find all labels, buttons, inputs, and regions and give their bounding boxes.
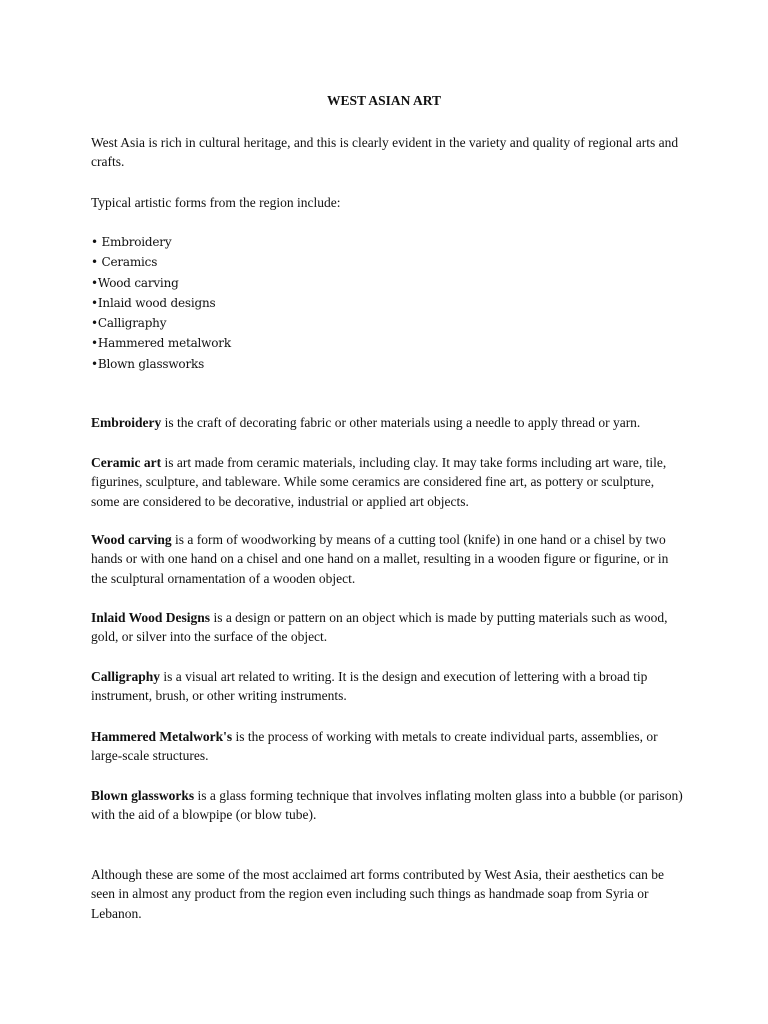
list-item: •Calligraphy <box>91 316 167 331</box>
definition-term: Blown glassworks <box>91 788 195 803</box>
list-item: •Blown glassworks <box>91 356 205 371</box>
definition-hammered-metalwork <box>91 727 683 766</box>
art-forms-list <box>91 232 683 374</box>
definition-text: is a glass forming technique that involves inflating molten glass into a bubble (or parison) with the aid of a blowpipe (or blow tube). <box>91 788 683 823</box>
definition-term: Embroidery <box>91 415 162 430</box>
definition-embroidery <box>91 413 683 432</box>
list-item: • Embroidery <box>91 235 172 249</box>
definition-text: is art made from ceramic materials, including clay. It may take forms including art ware, tile, figurines, sculpture, and tableware. While some ceramics are considered fine art, as pottery or sculpture, some are considered to be decorative, industrial or applied art objects. <box>91 455 667 509</box>
definition-wood-carving <box>91 530 683 588</box>
conclusion-paragraph: Although these are some of the most acclaimed art forms contributed by West Asia, their aesthetics can be seen in almost any product from the region even including such things as handmade soap from Syria or Lebanon. <box>91 867 664 921</box>
page-title: WEST ASIAN ART <box>326 93 442 108</box>
definition-text: is the process of working with metals to create individual parts, assemblies, or large-scale structures. <box>91 729 658 764</box>
list-item: •Wood carving <box>91 275 179 290</box>
definition-blown-glassworks <box>91 786 683 825</box>
list-item: • Ceramics <box>91 255 158 270</box>
definition-term: Ceramic art <box>91 455 162 470</box>
definition-text: is a form of woodworking by means of a cutting tool (knife) in one hand or a chisel by two hands or with one hand on a chisel and one hand on a mallet, resulting in a wooden figure or figurine, or in the sculptural ornamentation of a wooden object. <box>91 532 669 586</box>
definition-inlaid-wood <box>91 608 683 647</box>
definition-term: Hammered Metalwork's <box>91 729 233 744</box>
list-item: •Hammered metalwork <box>91 336 231 351</box>
list-item: •Inlaid wood designs <box>91 295 216 310</box>
forms-intro: Typical artistic forms from the region include: <box>91 195 341 210</box>
definition-term: Wood carving <box>91 532 172 547</box>
definition-ceramic-art <box>91 453 683 511</box>
definition-term: Calligraphy <box>91 669 161 684</box>
definition-calligraphy <box>91 667 683 706</box>
definition-text: is a visual art related to writing. It is the design and execution of lettering with a broad tip instrument, brush, or other writing instruments. <box>91 669 648 704</box>
intro-paragraph: West Asia is rich in cultural heritage, and this is clearly evident in the variety and quality of regional arts and crafts. <box>91 135 679 170</box>
definition-text: is the craft of decorating fabric or other materials using a needle to apply thread or yarn. <box>161 415 641 430</box>
definition-text: is a design or pattern on an object which is made by putting materials such as wood, gold, or silver into the surface of the object. <box>91 610 668 645</box>
definition-term: Inlaid Wood Designs <box>91 610 211 625</box>
